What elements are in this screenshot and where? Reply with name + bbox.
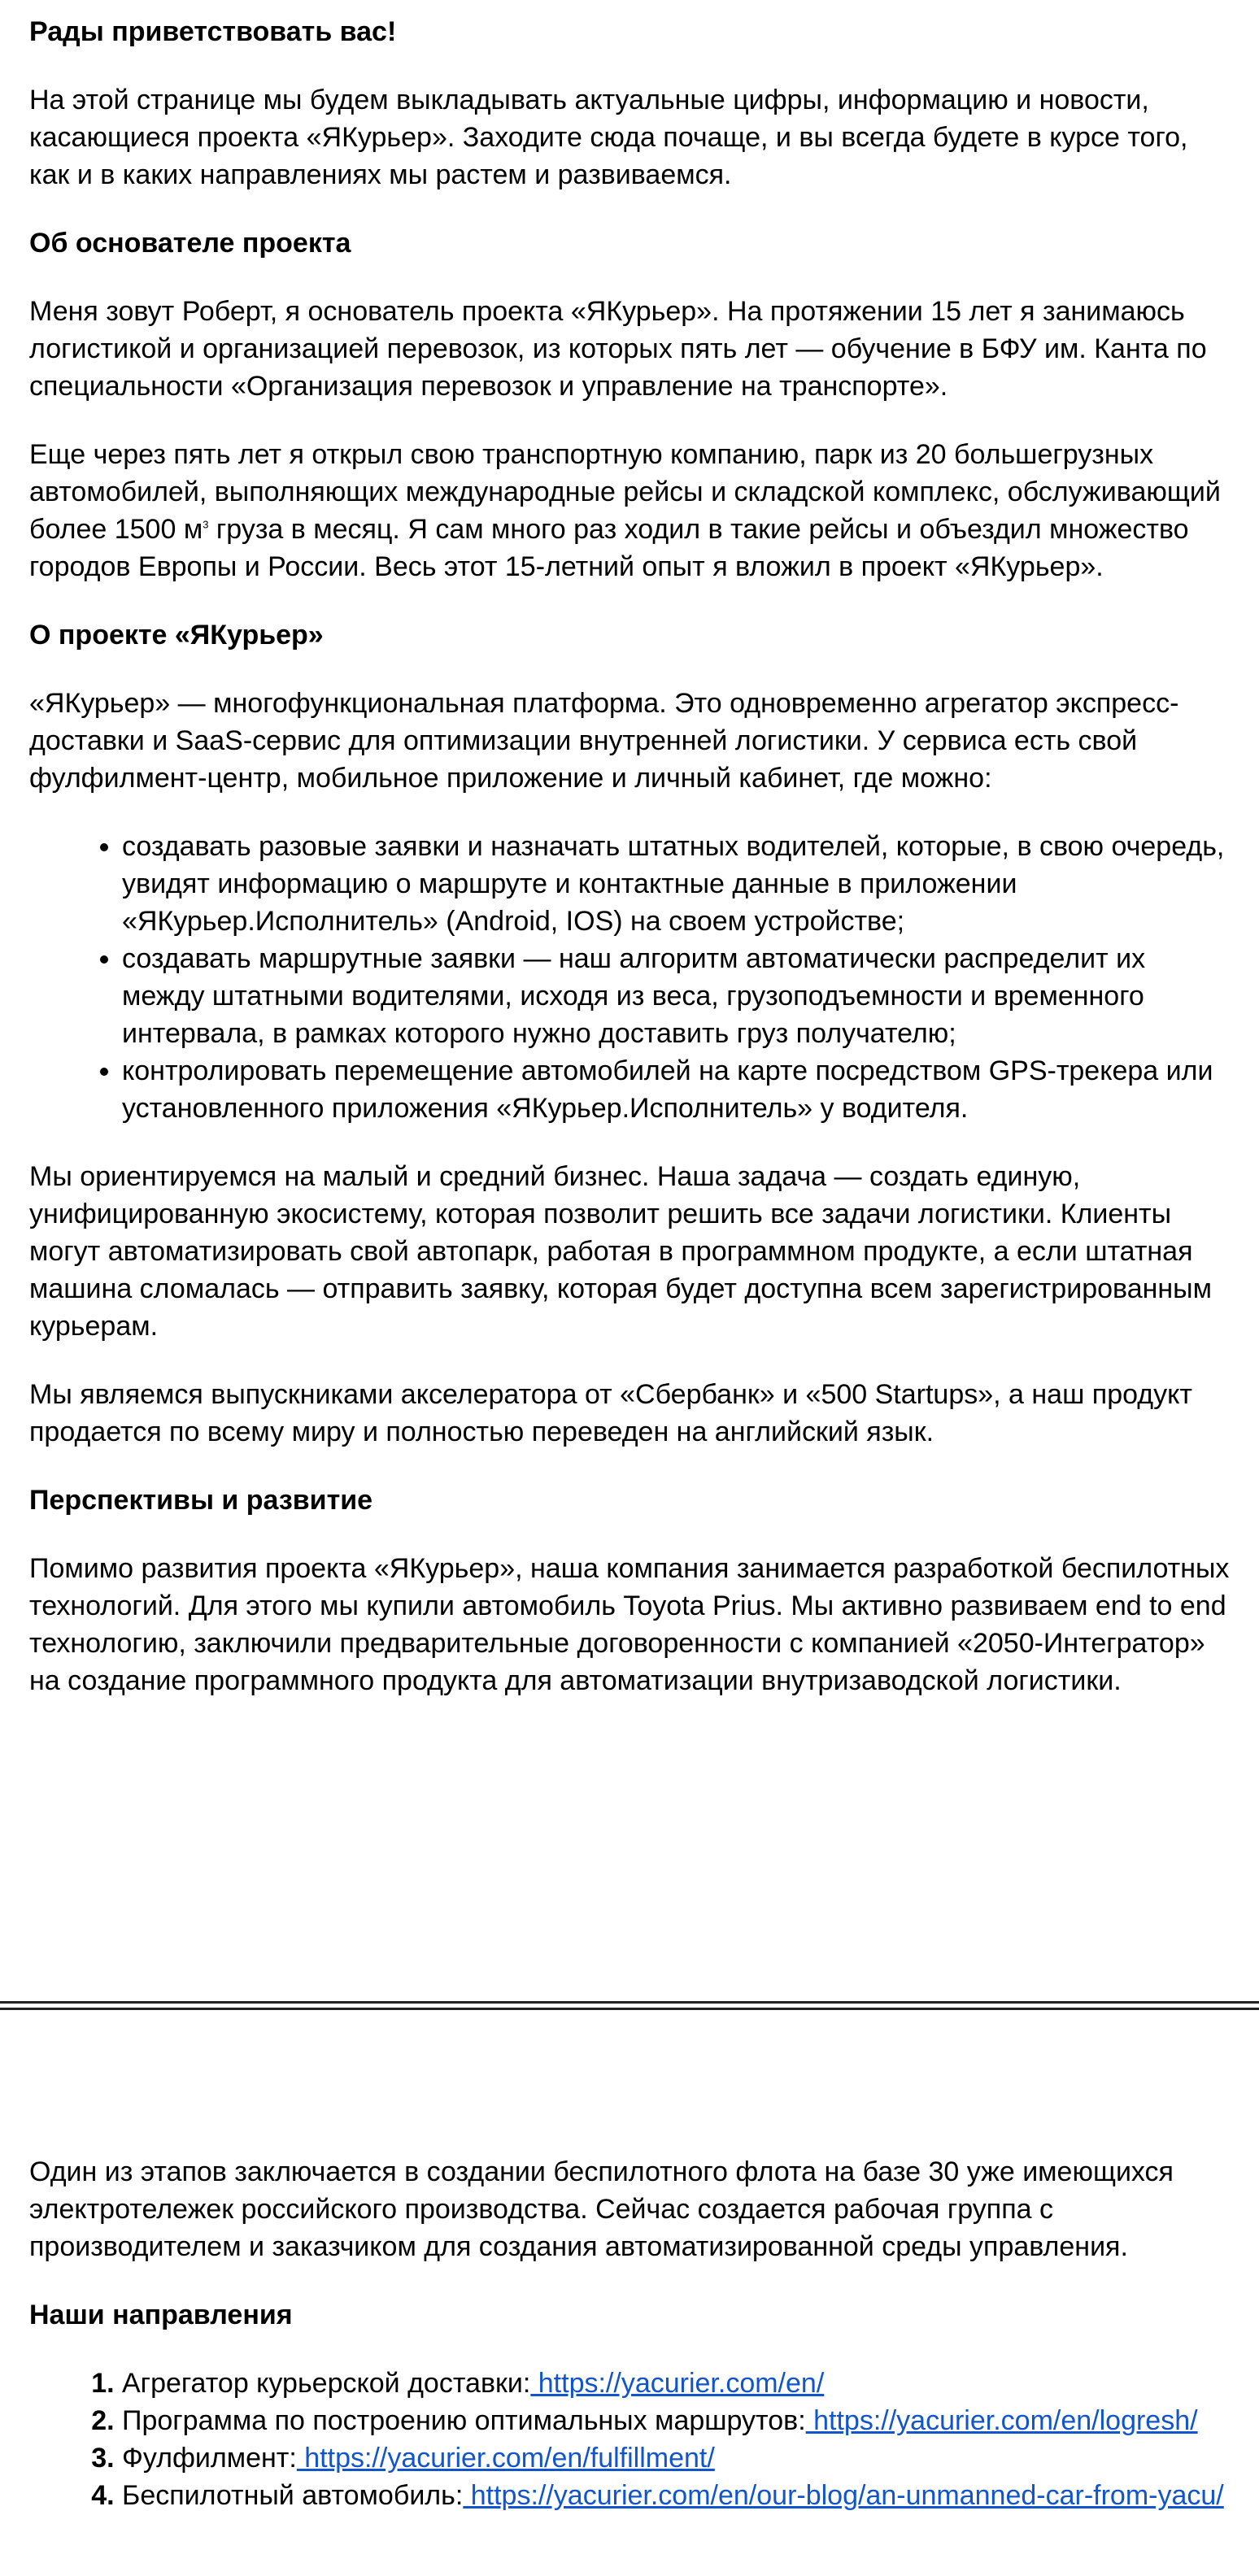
- direction-label: Агрегатор курьерской доставки:: [122, 2368, 531, 2399]
- project-heading: О проекте «ЯКурьер»: [29, 620, 324, 651]
- page-separator-line: [0, 2008, 1259, 2010]
- direction-link[interactable]: https://yacurier.com/en/our-blog/an-unmanned-car-from-yacu/: [463, 2480, 1224, 2511]
- focus-paragraph: Мы ориентируемся на малый и средний бизнес. Наша задача — создать единую, унифицированную экосистему, которая позволит решить все задачи логистики. Клиенты могут автоматизировать свой автопарк, работая в программном продукте, а если штатная машина сломалась — отправить заявку, которая будет доступна всем зарегистрированным курьерам.: [29, 1161, 1212, 1342]
- fleet-paragraph: Один из этапов заключается в создании беспилотного флота на базе 30 уже имеющихся электротележек российского производства. Сейчас создается рабочая группа с производителем и заказчиком для создания автоматизированной среды управления.: [29, 2156, 1174, 2262]
- document-page-2: [0, 2013, 1259, 2576]
- direction-label: Программа по построению оптимальных маршрутов:: [122, 2405, 806, 2436]
- direction-item-routing: [122, 2402, 1230, 2439]
- direction-link[interactable]: https://yacurier.com/en/fulfillment/: [296, 2443, 715, 2474]
- direction-item-fulfillment: [122, 2439, 1230, 2477]
- direction-item-aggregator: [122, 2365, 1230, 2402]
- features-list-item: • контролировать перемещение автомобилей на карте посредством GPS-трекера или установленного приложения «ЯКурьер.Исполнитель» у водителя.: [122, 1052, 1230, 1127]
- welcome-heading: Рады приветствовать вас!: [29, 16, 397, 47]
- founder-paragraph-2-end: груза в месяц. Я сам много раз ходил в такие рейсы и объездил множество городов Европы и России. Весь этот 15-летний опыт я вложил в проект «ЯКурьер».: [29, 514, 1189, 582]
- project-intro: «ЯКурьер» — многофункциональная платформа. Это одновременно агрегатор экспресс-доставки и SaaS-сервис для оптимизации внутренней логистики. У сервиса есть свой фулфилмент-центр, мобильное приложение и личный кабинет, где можно:: [29, 688, 1179, 794]
- page-separator: [0, 2001, 1259, 2012]
- directions-list: [29, 2365, 1230, 2514]
- direction-link[interactable]: https://yacurier.com/en/: [530, 2368, 825, 2399]
- direction-label: Беспилотный автомобиль:: [122, 2480, 464, 2511]
- page-1-content: [29, 13, 1230, 1730]
- page-separator-line: [0, 2001, 1259, 2004]
- founder-paragraph-2: [29, 436, 1230, 585]
- welcome-paragraph: На этой странице мы будем выкладывать актуальные цифры, информацию и новости, касающиеся проекта «ЯКурьер». Заходите сюда почаще, и вы всегда будете в курсе того, как и в каких направлениях мы растем и развиваемся.: [29, 85, 1188, 190]
- founder-paragraph-1: Меня зовут Роберт, я основатель проекта «ЯКурьер». На протяжении 15 лет я занимаюсь логистикой и организацией перевозок, из которых пять лет — обучение в БФУ им. Канта по специальности «Организация перевозок и управление на транспорте».: [29, 296, 1207, 402]
- prospects-paragraph: Помимо развития проекта «ЯКурьер», наша компания занимается разработкой беспилотных технологий. Для этого мы купили автомобиль Toyota Prius. Мы активно развиваем end to end технологию, заключили предварительные договоренности с компанией «2050-Интегратор» на создание программного продукта для автоматизации внутризаводской логистики.: [29, 1553, 1230, 1696]
- founder-heading: Об основателе проекта: [29, 228, 351, 259]
- cubic-superscript: 3: [203, 518, 209, 531]
- direction-link[interactable]: https://yacurier.com/en/logresh/: [805, 2405, 1198, 2436]
- features-list-item: • создавать маршрутные заявки — наш алгоритм автоматически распределит их между штатными водителями, исходя из веса, грузоподъемности и временного интервала, в рамках которого нужно доставить груз получателю;: [122, 940, 1230, 1052]
- founder-paragraph-2-start: Еще через пять лет я открыл свою транспортную компанию, парк из 20 большегрузных автомобилей, выполняющих международные рейсы и складской комплекс, обслуживающий более 1500 м: [29, 439, 1221, 545]
- accelerator-paragraph: Мы являемся выпускниками акселератора от «Сбербанк» и «500 Startups», а наш продукт продается по всему миру и полностью переведен на английский язык.: [29, 1379, 1192, 1447]
- prospects-heading: Перспективы и развитие: [29, 1485, 373, 1516]
- directions-heading: Наши направления: [29, 2300, 293, 2330]
- features-list: [29, 828, 1230, 1127]
- features-list-item: • создавать разовые заявки и назначать штатных водителей, которые, в свою очередь, увидят информацию о маршруте и контактные данные в приложении «ЯКурьер.Исполнитель» (Android, IOS) на своем устройстве;: [122, 828, 1230, 940]
- direction-label: Фулфилмент:: [122, 2443, 297, 2474]
- direction-item-unmanned-car: [122, 2477, 1230, 2514]
- page-2-content: [29, 2153, 1230, 2514]
